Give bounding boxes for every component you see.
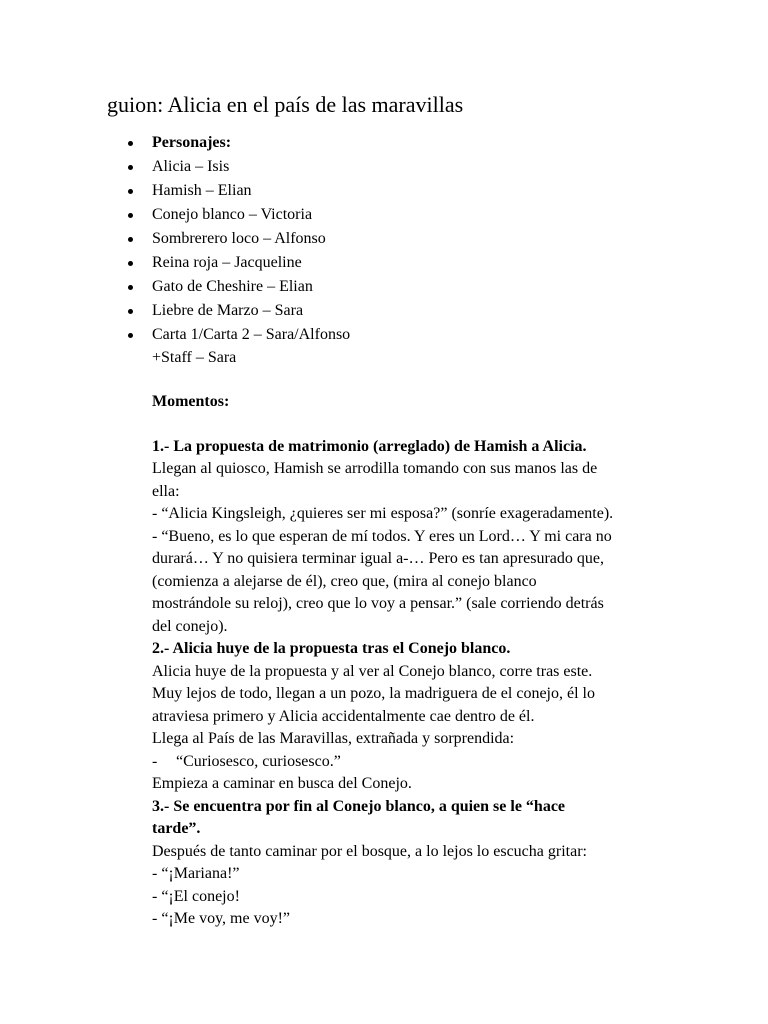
scene-3-line: Después de tanto caminar por el bosque, a lo lejos lo escucha gritar: [152, 842, 587, 860]
scene-1-line: del conejo). [152, 617, 228, 635]
cast-heading: Personajes: [128, 131, 350, 155]
scene-3-heading: 3.- Se encuentra por fin al Conejo blanco, a quien se le “hace [152, 797, 566, 815]
document-title: guion: Alicia en el país de las maravillas [107, 92, 464, 117]
scene-2-line: Muy lejos de todo, llegan a un pozo, la madriguera de el conejo, él lo [152, 685, 595, 702]
scene-2-line: Empieza a caminar en busca del Conejo. [152, 775, 412, 792]
cast-list [128, 131, 350, 347]
dialogue-text: “Curiosesco, curiosesco.” [176, 752, 341, 770]
scene-1-line: mostrándole su reloj), creo que lo voy a pensar.” (sale corriendo detrás [152, 595, 604, 612]
momentos-heading: Momentos: [152, 393, 230, 410]
scene-3-heading: tarde”. [152, 820, 201, 837]
cast-item: Reina roja – Jacqueline [128, 251, 350, 275]
cast-extra: +Staff – Sara [152, 349, 237, 366]
scene-2-line: atraviesa primero y Alicia accidentalmente cae dentro de él. [152, 707, 535, 725]
scene-2-line: Alicia huye de la propuesta y al ver al Conejo blanco, corre tras este. [152, 662, 593, 680]
scene-1-line: ella: [152, 482, 180, 500]
scene-1-line: (comienza a alejarse de él), creo que, (mira al conejo blanco [152, 572, 537, 590]
cast-item: Gato de Cheshire – Elian [128, 275, 350, 299]
spacer [152, 414, 672, 436]
cast-item: Hamish – Elian [128, 179, 350, 203]
scene-3-line: - “¡El conejo! [152, 887, 240, 905]
cast-item: Alicia – Isis [128, 155, 350, 179]
scene-2-dialogue [152, 751, 672, 774]
scene-1-line: Llegan al quiosco, Hamish se arrodilla tomando con sus manos las de [152, 460, 598, 477]
scene-1-line: durará… Y no quisiera terminar igual a-… Pero es tan apresurado que, [152, 550, 604, 567]
scene-2-line: Llega al País de las Maravillas, extrañada y sorprendida: [152, 730, 515, 747]
scene-1-heading: 1.- La propuesta de matrimonio (arreglado) de Hamish a Alicia. [152, 437, 587, 455]
dash-mark: - [152, 752, 158, 770]
scene-1-line: - “Bueno, es lo que esperan de mí todos. Y eres un Lord… Y mi cara no [152, 527, 612, 545]
scene-1-line: - “Alicia Kingsleigh, ¿quieres ser mi esposa?” (sonríe exageradamente). [152, 505, 614, 522]
scene-3-line: - “¡Mariana!” [152, 865, 240, 882]
cast-item: Sombrerero loco – Alfonso [128, 227, 350, 251]
cast-item: Liebre de Marzo – Sara [128, 299, 350, 323]
cast-item: Conejo blanco – Victoria [128, 203, 350, 227]
script-body [152, 391, 672, 931]
scene-3-line: - “¡Me voy, me voy!” [152, 910, 291, 927]
cast-item: Carta 1/Carta 2 – Sara/Alfonso [128, 323, 350, 347]
scene-2-heading: 2.- Alicia huye de la propuesta tras el Conejo blanco. [152, 640, 511, 657]
